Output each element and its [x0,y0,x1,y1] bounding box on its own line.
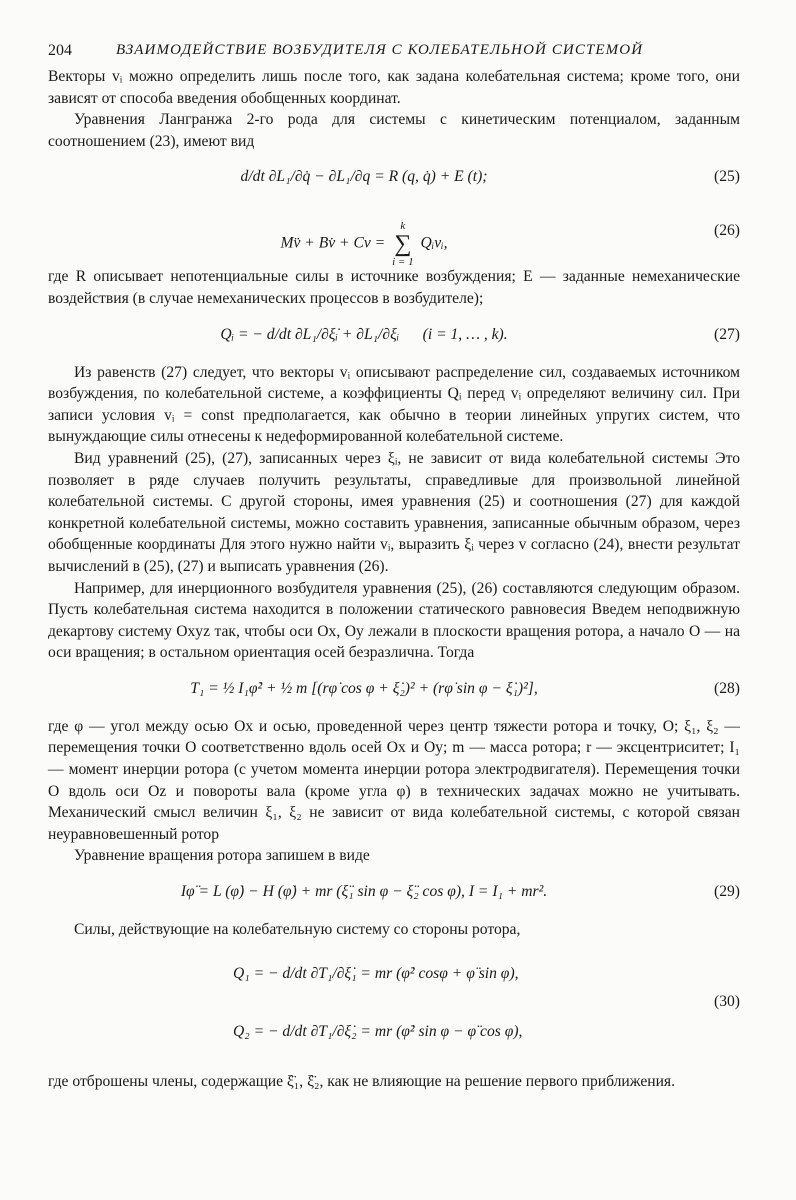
equation-25-rhs: = R (q, q̇) + E (t); [374,168,488,186]
paragraph-4: Из равенств (27) следует, что векторы vᵢ описывают распределение сил, создаваемых источником возбуждения, по колебательной системе, а коэффициенты Qᵢ перед vᵢ определяют величину сил. При записи условия vᵢ = const предполагается, как обычно в теории линейных упругих систем, что вынуждающие силы отнесены к недеформированной колебательной системе. [48,363,740,446]
paragraph-2: Уравнения Лангранжа 2-го рода для системы с кинетическим потенциалом, заданным соотношением (23), имеют вид [48,111,740,150]
equation-27-expression: Qᵢ = − d/dt ∂L₁/∂ξ̇ᵢ + ∂L₁/∂ξᵢ [220,325,400,343]
paragraph-5: Вид уравнений (25), (27), записанных через ξᵢ, не зависит от вида колебательной системы Это позволяет в ряде случаев получить результаты, справедливые для произвольной линейной колебательной системы. С другой стороны, имея уравнения (25) и соотношения (27) для каждой конкретной колебательной системы, можно составить уравнения, записанные обычным образом, через обобщенные координаты Для этого нужно найти vᵢ, выразить ξᵢ через v согласно (24), внести результат вычислений в (25), (27) и выписать уравнения (26). [48,449,740,575]
equation-28 [48,670,740,710]
equation-29-expression: Iφ̈ = L (φ̇) − H (φ̇) + mr (ξ̈₁ sin φ − ξ̈₂ cos φ), I = I₁ + mr². [180,883,548,901]
page-number: 204 [48,42,72,59]
equation-25-number: (25) [714,168,740,186]
equation-26 [48,204,740,269]
equation-30-row-2: Q₂ = − d/dt ∂T₁/∂ξ̇₂ = mr (φ̇² sin φ − φ̈ cos φ), [233,1022,523,1040]
sum-symbol: k ∑ i = 1 [392,220,414,269]
equation-29-number: (29) [714,883,740,901]
paragraph-9: Силы, действующие на колебательную систему со стороны ротора, [74,921,521,939]
equation-27 [48,316,740,356]
equation-26-number: (26) [714,222,740,240]
equation-25 [48,158,740,198]
equation-30-row-1: Q₁ = − d/dt ∂T₁/∂ξ̇₁ = mr (φ̇² cosφ + φ̈ sin φ), [233,964,519,982]
equation-26-rhs: Qᵢvᵢ, [420,234,448,252]
paragraph-7: где φ — угол между осью Ox и осью, проведенной через центр тяжести ротора и точку, O; ξ₁, ξ₂ — перемещения точки O соответственно вдоль осей Ox и Oy; m — масса ротора; r — эксцентриситет; I₁ — момент инерции ротора (с учетом момента инерции ротора электродвигателя). Перемещения точки O вдоль оси Oz и повороты вала (кроме угла φ) в технических задачах можно не учитывать. Механический смысл величин ξ₁, ξ₂ не зависит от вида колебательной системы, с которой связан неуравновешенный ротор [48,717,740,843]
paragraph-8: Уравнение вращения ротора запишем в виде [74,847,370,865]
equation-30 [48,949,740,1061]
equation-28-expression: T₁ = ½ I₁φ̇² + ½ m [(rφ̇ cos φ + ξ̇₂)² + (rφ̇ sin φ − ξ̇₁)²], [190,679,538,697]
sum-lower-limit: i = 1 [392,256,414,269]
equation-27-condition: (i = 1, … , k). [422,325,508,343]
equation-27-number: (27) [714,325,740,343]
paragraph-1: Векторы vᵢ можно определить лишь после того, как задана колебательная система; кроме того, они зависят от способа введения обобщенных координат. [48,68,740,107]
page-header [48,40,740,66]
paragraph-10: где отброшены члены, содержащие ξ̈₁, ξ̈₂, как не влияющие на решение первого приближения. [48,1072,676,1090]
paragraph-6: Например, для инерционного возбудителя уравнения (25), (26) составляются следующим образом. Пусть колебательная система находится в положении статического равновесия Введем неподвижную декартову систему Oxyz так, чтобы оси Ox, Oy лежали в плоскости вращения ротора, а начало O — на оси вращения; в остальном ориентация осей безразлична. Тогда [48,579,740,662]
sum-upper-limit: k [400,220,406,233]
running-title: ВЗАИМОДЕЙСТВИЕ ВОЗБУДИТЕЛЯ С КОЛЕБАТЕЛЬНОЙ СИСТЕМОЙ [116,42,644,58]
equation-29 [48,873,740,913]
equation-28-number: (28) [714,679,740,697]
equation-26-lhs: Mv̈ + Bv̇ + Cv = [280,234,386,252]
equation-30-number: (30) [714,992,740,1010]
equation-25-lhs: d/dt ∂L₁/∂q̇ − ∂L₁/∂q [240,168,371,186]
paragraph-3: где R описывает непотенциальные силы в источнике возбуждения; E — заданные немеханические воздействия (в случае немеханических процессов в возбудителе); [48,268,740,307]
page [48,40,740,1092]
